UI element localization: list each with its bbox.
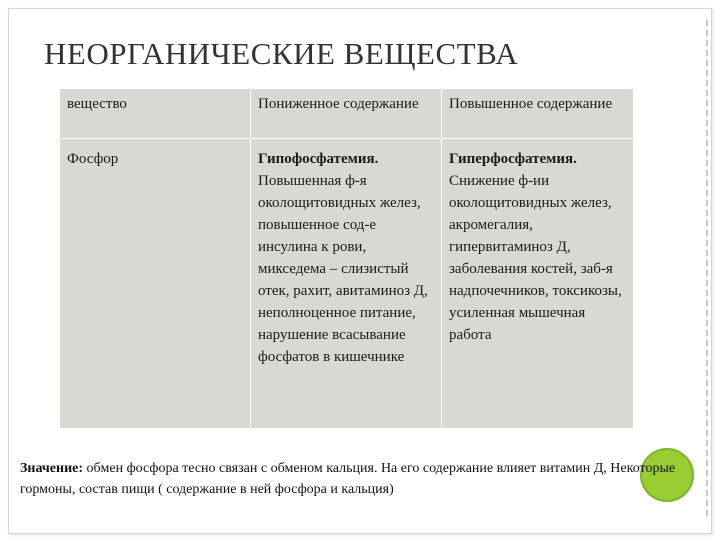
table-header-row xyxy=(60,89,634,139)
high-content-text: Снижение ф-ии околощитовидных желез, акромегалия, гипервитаминоз Д, заболевания костей, заб-я надпочечников, токсикозы, усиленная мышечная работа xyxy=(449,173,622,343)
cell-substance: Фосфор xyxy=(60,139,251,429)
header-high-content: Повышенное содержание xyxy=(442,89,634,139)
slide-title: НЕОРГАНИЧЕСКИЕ ВЕЩЕСТВА xyxy=(44,36,519,71)
cell-high-content xyxy=(442,139,634,429)
cell-low-content xyxy=(251,139,442,429)
table-row xyxy=(60,139,634,429)
note-label: Значение: xyxy=(20,461,84,476)
decorative-dashed-line xyxy=(706,20,708,520)
low-content-title: Гипофосфатемия. xyxy=(258,151,379,167)
header-substance: вещество xyxy=(60,89,251,139)
header-low-content: Пониженное содержание xyxy=(251,89,442,139)
note-text: обмен фосфора тесно связан с обменом кальция. На его содержание влияет витамин Д, Некоторые гормоны, состав пищи ( содержание в ней фосфора и кальция) xyxy=(20,461,676,497)
note-paragraph xyxy=(20,458,710,500)
substances-table xyxy=(59,88,634,429)
high-content-title: Гиперфосфатемия. xyxy=(449,151,577,167)
low-content-text: Повышенная ф-я околощитовидных желез, повышенное сод-е инсулина к рови, микседема – слизистый отек, рахит, авитаминоз Д, неполноценное питание, нарушение всасывание фосфатов в кишечнике xyxy=(258,173,428,365)
